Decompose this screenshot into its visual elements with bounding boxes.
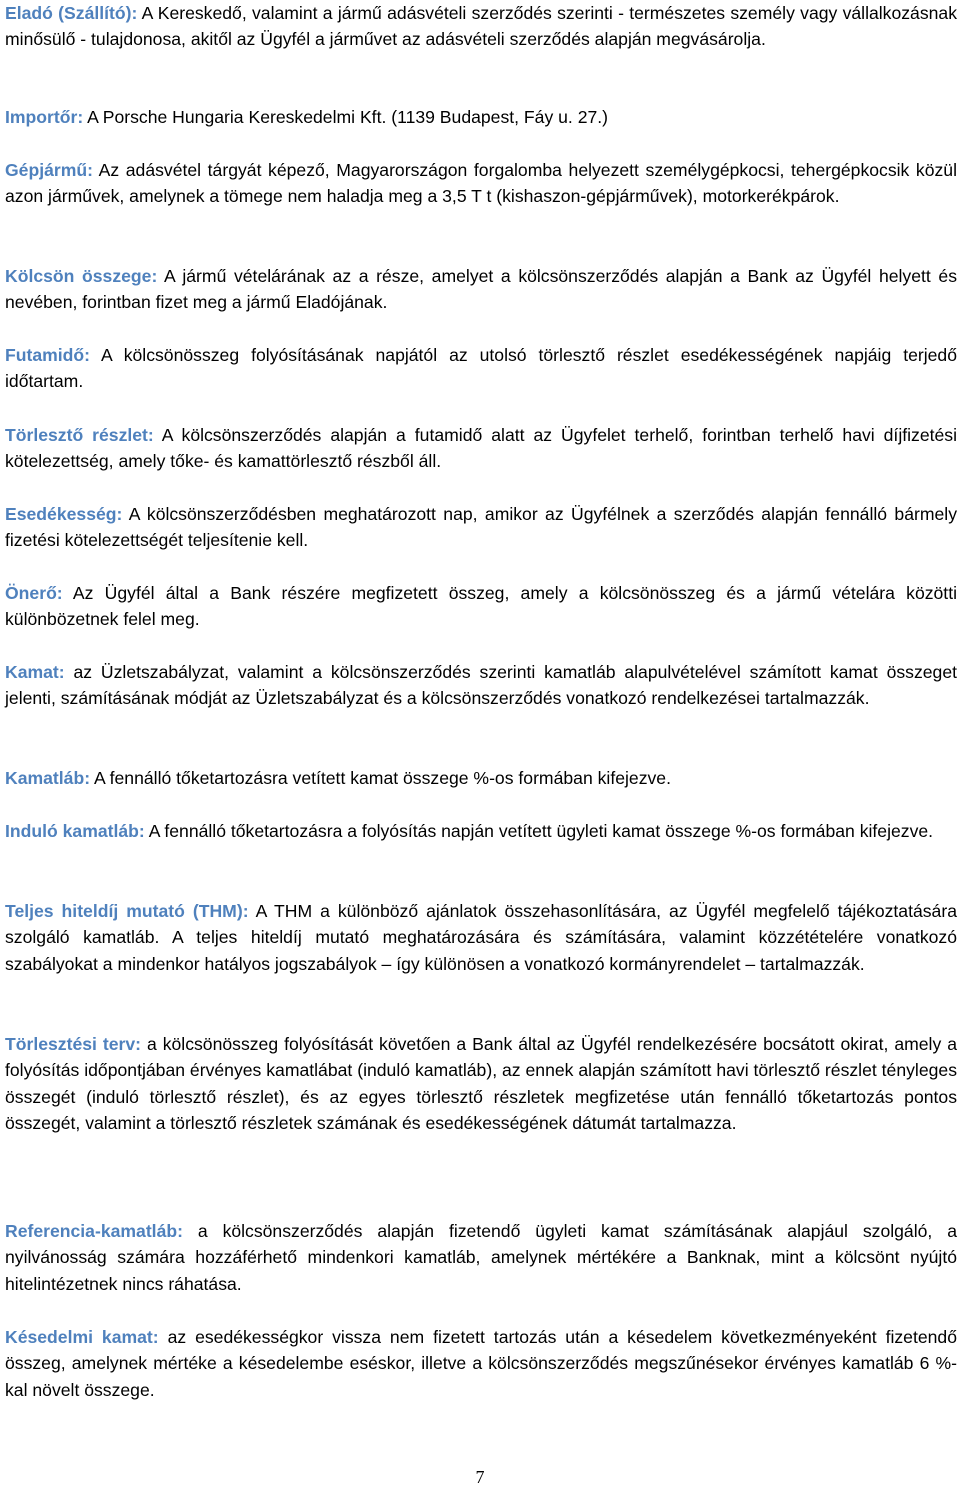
definition-text: Az Ügyfél által a Bank részére megfizetett összeg, amely a kölcsönösszeg és a jármű vételára közötti különbözetnek felel meg.	[5, 583, 957, 630]
definition-text: az esedékességkor vissza nem fizetett tartozás után a késedelem következményeként fizetendő összeg, amelynek mértéke a késedelembe eséskor, illetve a kölcsönszerződés megszűnésekor érvényes kamatláb 6 %-kal növelt összege.	[5, 1327, 957, 1400]
term-label: Kamat:	[5, 662, 65, 682]
definition-kamat	[5, 659, 957, 712]
definition-importor	[5, 104, 957, 130]
definition-elado	[5, 0, 957, 53]
term-label: Önerő:	[5, 583, 63, 603]
term-label: Eladó (Szállító):	[5, 3, 138, 23]
definition-text: A THM a különböző ajánlatok összehasonlítására, az Ügyfél megfelelő tájékoztatására szolgáló kamatláb. A teljes hiteldíj mutató meghatározására és számítására, valamint közzétételére vonatkozó szabályokat a mindenkor hatályos jogszabályok – így különösen a vonatkozó kormányrendelet – tartalmazzák.	[5, 901, 957, 974]
term-label: Törlesztő részlet:	[5, 425, 154, 445]
term-label: Törlesztési terv:	[5, 1034, 142, 1054]
term-label: Induló kamatláb:	[5, 821, 145, 841]
definition-gepjarmu	[5, 157, 957, 210]
definition-text: a kölcsönösszeg folyósítását követően a Bank által az Ügyfél rendelkezésére bocsátott okirat, amely a folyósítás időpontjában érvényes kamatlábat (induló kamatláb), az ennek alapján számított havi törlesztő részlet tényleges összegét (induló törlesztő részlet), és az egyes törlesztő részletek megfizetése után fennálló tőketartozás pontos összegét, valamint a törlesztő részletek számának és esedékességének dátumát tartalmazza.	[5, 1034, 957, 1134]
definition-futamido	[5, 342, 957, 395]
definition-thm	[5, 898, 957, 977]
term-label: Referencia-kamatláb:	[5, 1221, 183, 1241]
definition-text: A Porsche Hungaria Kereskedelmi Kft. (1139 Budapest, Fáy u. 27.)	[83, 107, 609, 127]
definition-indulo-kamatlab	[5, 818, 957, 844]
definition-text: a kölcsönszerződés alapján fizetendő ügyleti kamat számításának alapjául szolgáló, a nyilvánosság számára hozzáférhető mindenkori kamatláb, amelynek mértékére a Banknak, mint a kölcsönt nyújtó hitelintézetnek nincs ráhatása.	[5, 1221, 957, 1294]
definition-text: az Üzletszabályzat, valamint a kölcsönszerződés szerinti kamatláb alapulvételével számított kamat összeget jelenti, számításának módját az Üzletszabályzat és a kölcsönszerződés vonatkozó rendelkezései tartalmazzák.	[5, 662, 957, 709]
definition-text: A fennálló tőketartozásra vetített kamat összege %-os formában kifejezve.	[90, 768, 671, 788]
definition-onero	[5, 580, 957, 633]
definition-text: A kölcsönösszeg folyósításának napjától az utolsó törlesztő részlet esedékességének napjáig terjedő időtartam.	[5, 345, 957, 392]
definition-torlesztesi-terv	[5, 1031, 957, 1137]
definition-esedekesseg	[5, 501, 957, 554]
term-label: Gépjármű:	[5, 160, 93, 180]
definition-text: A Kereskedő, valamint a jármű adásvételi szerződés szerinti - természetes személy vagy vállalkozásnak minősülő - tulajdonosa, akitől az Ügyfél a járművet az adásvételi szerződés alapján megvásárolja.	[5, 3, 958, 50]
definition-referencia-kamatlab	[5, 1218, 957, 1297]
definition-torleszto-reszlet	[5, 422, 957, 475]
definition-kamatlab	[5, 765, 957, 791]
term-label: Importőr:	[5, 107, 84, 127]
term-label: Kölcsön összege:	[5, 266, 158, 286]
term-label: Futamidő:	[5, 345, 91, 365]
definition-text: A fennálló tőketartozásra a folyósítás napján vetített ügyleti kamat összege %-os formában kifejezve.	[144, 821, 934, 841]
definition-kolcson-osszege	[5, 263, 957, 316]
definition-kesedelmi-kamat	[5, 1324, 957, 1403]
definition-text: A kölcsönszerződés alapján a futamidő alatt az Ügyfelet terhelő, forintban terhelő havi díjfizetési kötelezettség, amely tőke- és kamattörlesztő részből áll.	[5, 425, 957, 472]
definition-text: A jármű vételárának az a része, amelyet a kölcsönszerződés alapján a Bank az Ügyfél helyett és nevében, forintban fizet meg a jármű Eladójának.	[5, 266, 957, 313]
term-label: Esedékesség:	[5, 504, 123, 524]
page-number: 7	[475, 1467, 485, 1487]
definition-text: A kölcsönszerződésben meghatározott nap, amikor az Ügyfélnek a szerződés alapján fennálló bármely fizetési kötelezettségét teljesítenie kell.	[5, 504, 957, 551]
term-label: Kamatláb:	[5, 768, 91, 788]
term-label: Késedelmi kamat:	[5, 1327, 159, 1347]
term-label: Teljes hiteldíj mutató (THM):	[5, 901, 249, 921]
definition-text: Az adásvétel tárgyát képező, Magyarországon forgalomba helyezett személygépkocsi, tehergépkocsik közül azon járművek, amelynek a tömege nem haladja meg a 3,5 T t (kishaszon-gépjárművek), motorkerékpárok.	[5, 160, 957, 207]
